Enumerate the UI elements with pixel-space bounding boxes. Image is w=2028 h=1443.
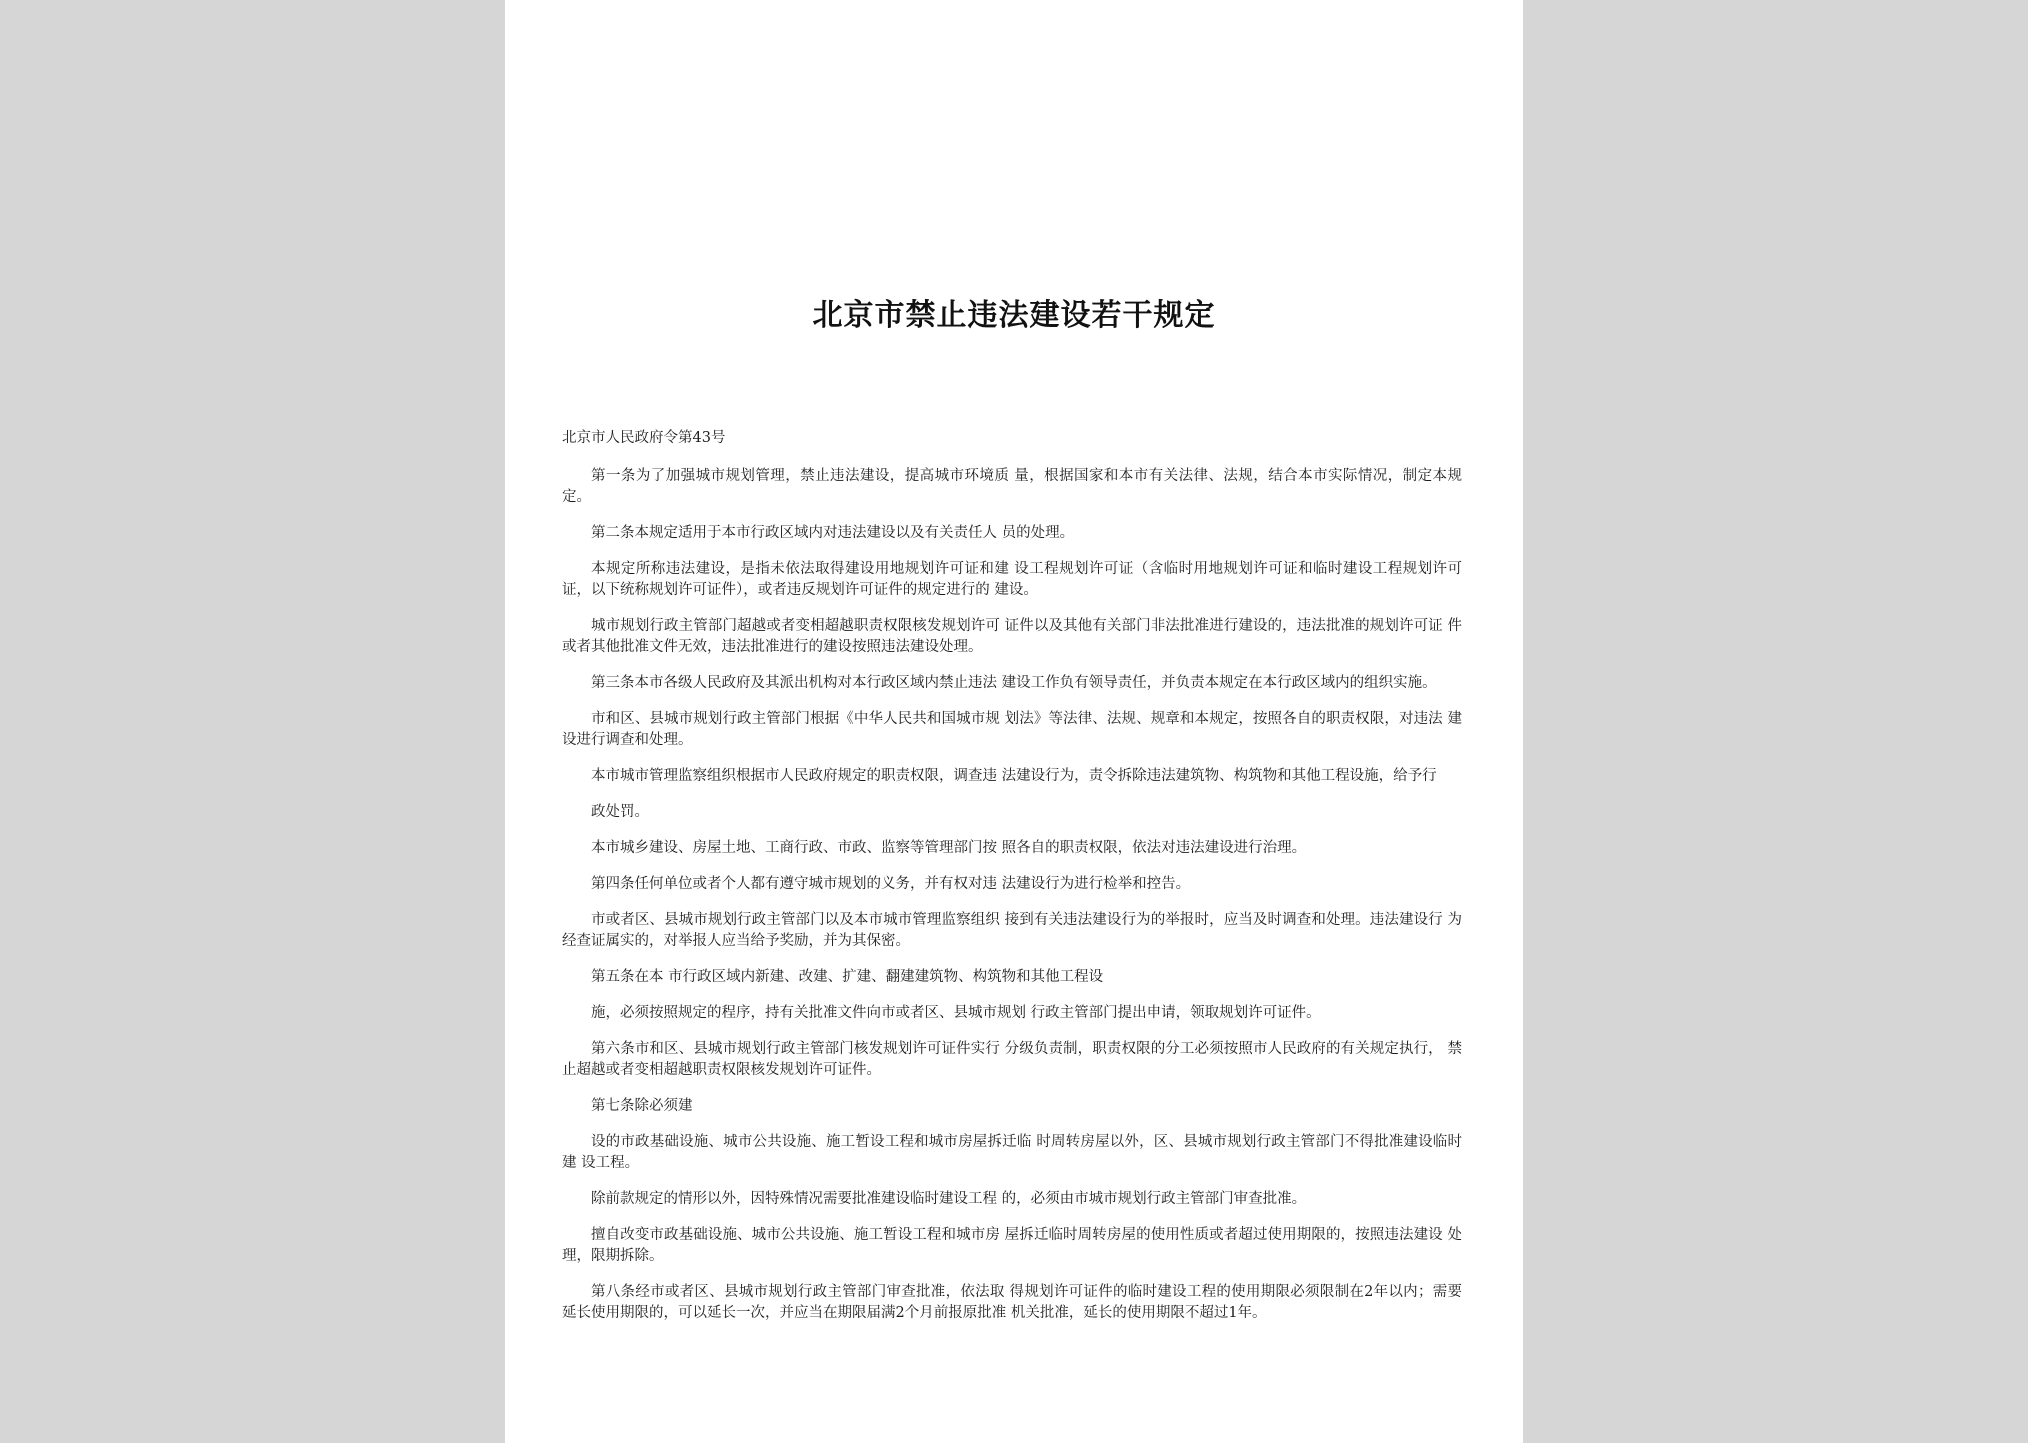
document-title: 北京市禁止违法建设若干规定	[812, 298, 1216, 333]
paragraph: 市和区、县城市规划行政主管部门根据《中华人民共和国城市规 划法》等法律、法规、规章和本规定，按照各自的职责权限，对违法 建设进行调查和处理。	[562, 711, 1462, 748]
paragraph: 第一条为了加强城市规划管理，禁止违法建设，提高城市环境质 量，根据国家和本市有关法律、法规，结合本市实际情况，制定本规 定。	[562, 468, 1462, 505]
paragraph: 本规定所称违法建设，是指未依法取得建设用地规划许可证和建 设工程规划许可证（含临时用地规划许可证和临时建设工程规划许可 证，以下统称规划许可证件），或者违反规划许可证件的规定进行的 建设。	[562, 561, 1462, 598]
paragraph: 施，必须按照规定的程序，持有关批准文件向市或者区、县城市规划 行政主管部门提出申请，领取规划许可证件。	[591, 1005, 1321, 1021]
paragraph: 设的市政基础设施、城市公共设施、施工暂设工程和城市房屋拆迁临 时周转房屋以外，区、县城市规划行政主管部门不得批准建设临时建 设工程。	[562, 1134, 1462, 1171]
paragraph: 第三条本市各级人民政府及其派出机构对本行政区域内禁止违法 建设工作负有领导责任，并负责本规定在本行政区域内的组织实施。	[591, 675, 1437, 691]
paragraph: 第八条经市或者区、县城市规划行政主管部门审查批准，依法取 得规划许可证件的临时建设工程的使用期限必须限制在2年以内；需要 延长使用期限的，可以延长一次，并应当在期限届满2个月前报原批准 机关批准，延长的使用期限不超过1年。	[562, 1284, 1462, 1321]
paragraph: 第二条本规定适用于本市行政区域内对违法建设以及有关责任人 员的处理。	[591, 525, 1075, 541]
paragraph: 市或者区、县城市规划行政主管部门以及本市城市管理监察组织 接到有关违法建设行为的举报时，应当及时调查和处理。违法建设行 为经查证属实的，对举报人应当给予奖励，并为其保密。	[562, 912, 1462, 949]
paragraph: 政处罚。	[591, 804, 649, 820]
paragraph: 本市城市管理监察组织根据市人民政府规定的职责权限，调查违 法建设行为，责令拆除违法建筑物、构筑物和其他工程设施，给予行	[591, 768, 1437, 784]
paragraph: 第七条除必须建	[591, 1098, 693, 1114]
paragraph: 除前款规定的情形以外，因特殊情况需要批准建设临时建设工程 的，必须由市城市规划行政主管部门审查批准。	[591, 1191, 1307, 1207]
document-page	[505, 0, 1523, 1443]
paragraph: 第六条市和区、县城市规划行政主管部门核发规划许可证件实行 分级负责制，职责权限的分工必须按照市人民政府的有关规定执行， 禁止超越或者变相超越职责权限核发规划许可证件。	[562, 1041, 1462, 1078]
paragraph: 第四条任何单位或者个人都有遵守城市规划的义务，并有权对违 法建设行为进行检举和控告。	[591, 876, 1191, 892]
paragraph: 本市城乡建设、房屋土地、工商行政、市政、监察等管理部门按 照各自的职责权限，依法对违法建设进行治理。	[591, 840, 1307, 856]
paragraph: 第五条在本 市行政区域内新建、改建、扩建、翻建建筑物、构筑物和其他工程设	[591, 969, 1104, 985]
document-body	[562, 428, 1462, 1339]
paragraph: 擅自改变市政基础设施、城市公共设施、施工暂设工程和城市房 屋拆迁临时周转房屋的使用性质或者超过使用期限的，按照违法建设 处理，限期拆除。	[562, 1227, 1462, 1264]
paragraph: 城市规划行政主管部门超越或者变相超越职责权限核发规划许可 证件以及其他有关部门非法批准进行建设的，违法批准的规划许可证 件或者其他批准文件无效，违法批准进行的建设按照违法建设处理。	[562, 618, 1462, 655]
decree-number: 北京市人民政府令第43号	[562, 430, 726, 446]
